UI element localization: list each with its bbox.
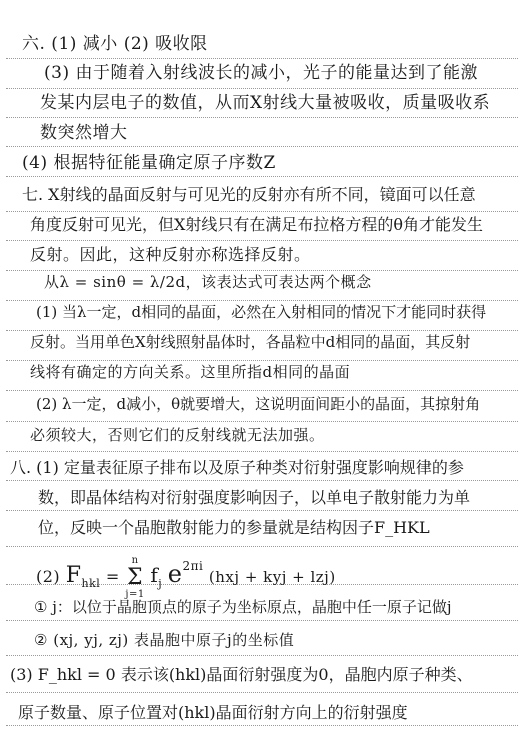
answer-line: 原子数量、原子位置对(hkl)晶面衍射方向上的衍射强度 [18,703,408,722]
formula-F-subscript: hkl [81,577,101,590]
formula-F: F [65,563,82,588]
ruled-line [6,655,518,656]
answer-line: 位，反映一个晶胞散射能力的参量就是结构因子F_HKL [38,518,430,537]
answer-line: 发某内层电子的数值，从而X射线大量被吸收，质量吸收系 [40,93,491,113]
ruled-line [6,421,518,422]
answer-line: 反射。因此，这种反射亦称选择反射。 [30,245,311,264]
answer-line: 七. X射线的晶面反射与可见光的反射亦有所不同，镜面可以任意 [22,185,476,204]
ruled-line [6,546,518,547]
formula-e: e [167,560,183,588]
ruled-line [6,725,518,726]
ruled-line [6,300,518,301]
summation [125,555,144,601]
formula-exponent: 2πi [182,559,204,573]
ruled-line [6,620,518,621]
structure-factor-formula [36,552,336,601]
ruled-line [6,146,518,147]
formula-label: (2) [36,567,61,586]
answer-line: 从λ = sinθ = λ/2d，该表达式可表达两个概念 [44,273,372,291]
answer-line: 数突然增大 [40,123,128,143]
answer-line: 线将有确定的方向关系。这里所指d相同的晶面 [30,363,351,381]
ruled-line [6,58,518,59]
formula-f: f [150,563,159,587]
formula-f-subscript: j [158,577,163,590]
ruled-line [6,88,518,89]
ruled-line [6,240,518,241]
ruled-line [6,480,518,481]
ruled-line [6,330,518,331]
ruled-line [6,176,518,177]
ruled-line [6,211,518,212]
ruled-line [6,692,518,693]
sum-upper-limit: n [131,554,139,566]
ruled-line [6,270,518,271]
answer-line: ① j：以位于晶胞顶点的原子为坐标原点，晶胞中任一原子记做j [34,598,452,616]
answer-line: (1) 当λ一定，d相同的晶面，必然在入射相同的情况下才能同时获得 [36,303,487,321]
answer-line: (3) 由于随着入射线波长的减小，光子的能量达到了能激 [44,63,478,83]
ruled-line [6,451,518,452]
ruled-line [6,390,518,391]
answer-line: 六. (1) 减小 (2) 吸收限 [22,34,208,54]
sum-sigma: Σ [127,564,144,590]
sum-lower-limit: j=1 [125,588,145,600]
ruled-line [6,510,518,511]
answer-line: 数，即晶体结构对衍射强度影响因子，以单电子散射能力为单 [38,488,471,507]
answer-line: (2) λ一定，d减小，θ就要增大，这说明面间距小的晶面，其掠射角 [36,395,481,413]
answer-line: 必须较大，否则它们的反射线就无法加强。 [30,426,325,444]
answer-line: 反射。当用单色X射线照射晶体时，各晶粒中d相同的晶面，其反射 [30,333,471,351]
answer-line: ② (xj, yj, zj) 表晶胞中原子j的坐标值 [34,631,295,649]
ruled-line [6,117,518,118]
formula-bracket: (hxj + kyj + lzj) [208,568,336,586]
answer-line: (3) F_hkl = 0 表示该(hkl)晶面衍射强度为0，晶胞内原子种类、 [10,665,473,684]
answer-line: (4) 根据特征能量确定原子序数Z [22,153,276,173]
answer-line: 角度反射可见光，但X射线只有在满足布拉格方程的θ角才能发生 [30,215,484,234]
ruled-line [6,360,518,361]
answer-line: 八. (1) 定量表征原子排布以及原子种类对衍射强度影响规律的参 [10,458,464,477]
formula-equals: = [105,567,120,586]
